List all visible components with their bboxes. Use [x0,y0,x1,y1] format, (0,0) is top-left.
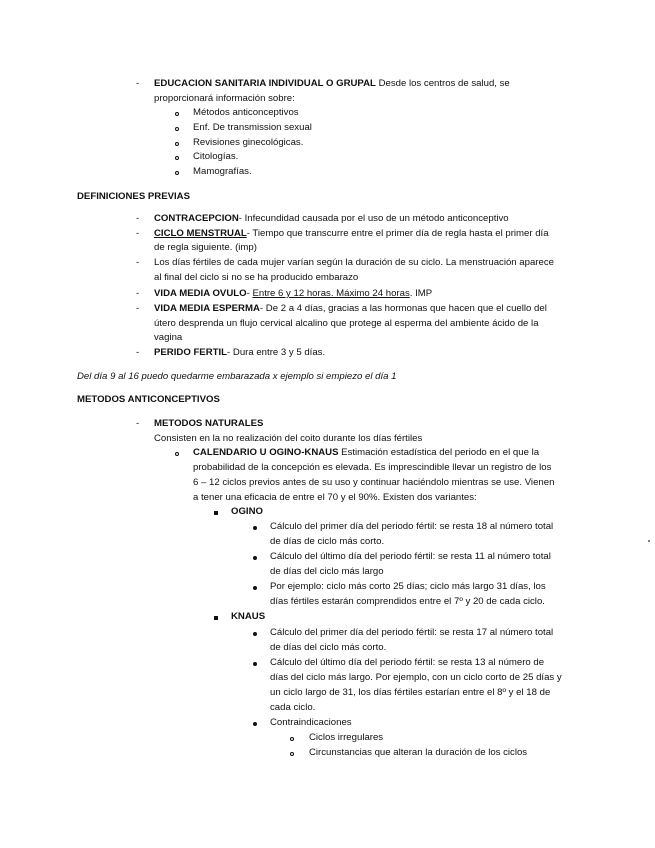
ciclo-term: CICLO MENSTRUAL [154,228,247,239]
knaus-title: KNAUS [231,611,266,622]
circle-bullet-icon [175,171,179,175]
dash-marker: - [136,257,140,268]
metodos-heading: METODOS ANTICONCEPTIVOS [77,394,220,405]
knaus-item-1b: de días del ciclo más corto. [270,642,387,653]
dash-marker: - [136,303,140,314]
dash-marker: - [136,418,140,429]
ogino-item-1b: de días de ciclo más corto. [270,536,385,547]
knaus-item-2d: cada ciclo. [270,702,316,713]
circle-bullet-icon [175,127,179,131]
ogino-item-1a: Cálculo del primer día del periodo fértil: se resta 18 al número total [270,521,554,532]
ovulo-imp: . IMP [409,288,433,299]
ogino-item-3a: Por ejemplo: ciclo más corto 25 días; ciclo más largo 31 días, los [270,581,546,592]
esperma-line-2: útero desprenda un flujo cervical alcalino que protege al esperma del ambiente ácido de la [154,318,539,329]
contra-item: Ciclos irregulares [309,732,384,743]
edu-line-1 [154,77,510,92]
ogino-item-3b: días fértiles estarán comprendidos entre el 7º y 20 de cada ciclo. [270,596,545,607]
fertiles-line-1: Los días fértiles de cada mujer varían según la duración de su ciclo. La menstruación aparece [154,257,554,268]
circle-bullet-icon [175,142,179,146]
edu-item: Revisiones ginecológicas. [193,137,304,148]
circle-bullet-icon [290,737,294,741]
circle-bullet-icon [175,112,179,116]
esperma-term: VIDA MEDIA ESPERMA [154,303,260,314]
dash-marker: - [136,213,140,224]
stray-mark [648,540,650,542]
edu-item: Métodos anticonceptivos [193,107,299,118]
edu-item: Citologías. [193,151,239,162]
ogino-item-2b: de días del ciclo más largo [270,566,384,577]
round-bullet-icon [253,526,257,530]
edu-title: EDUCACION SANITARIA INDIVIDUAL O GRUPAL [154,78,376,89]
knaus-item-1a: Cálculo del primer día del periodo fértil: se resta 17 al número total [270,627,554,638]
contracepcion-line [154,212,509,227]
knaus-item-2b: días del ciclo más largo. Por ejemplo, con un ciclo corto de 25 días y [270,672,562,683]
fertil-term: PERIDO FERTIL [154,347,228,358]
calendario-line-2: probabilidad de la concepción es elevada. Es imprescindible llevar un registro de los [193,462,552,473]
ovulo-term: VIDA MEDIA OVULO [154,288,247,299]
ciclo-line-1 [154,227,549,242]
dash-marker: - [136,288,140,299]
contracepcion-term: CONTRACEPCION [154,213,239,224]
dash-marker: - [136,228,140,239]
round-bullet-icon [253,632,257,636]
ogino-title: OGINO [231,506,263,517]
ovulo-line [154,287,432,302]
esperma-line-3: vagina [154,332,183,343]
edu-line-2: proporcionará información sobre: [154,93,295,104]
circle-bullet-icon [290,752,294,756]
round-bullet-icon [253,586,257,590]
knaus-item-2c: un ciclo largo de 31, los días fértiles estarían entre el 8º y el 18 de [270,687,551,698]
fertiles-line-2: al final del ciclo si no se ha producido embarazo [154,272,359,283]
edu-text: Desde los centros de salud, se [375,78,510,89]
square-bullet-icon [214,511,218,515]
square-bullet-icon [214,616,218,620]
edu-item: Mamografías. [193,166,252,177]
fertil-line [154,346,325,361]
dash-marker: - [136,78,140,89]
esperma-line-1 [154,302,547,317]
italic-note: Del día 9 al 16 puedo quedarme embarazada x ejemplo si empiezo el día 1 [77,371,397,382]
ciclo-def: - Tiempo que transcurre entre el primer día de regla hasta el primer día [246,228,549,239]
ciclo-line-2: de regla siguiente. (imp) [154,242,257,253]
calendario-def: Estimación estadística del periodo en el que la [338,447,540,458]
round-bullet-icon [253,722,257,726]
round-bullet-icon [253,662,257,666]
dash-marker: - [136,347,140,358]
round-bullet-icon [253,556,257,560]
edu-item: Enf. De transmission sexual [193,122,312,133]
definiciones-heading: DEFINICIONES PREVIAS [77,191,191,202]
fertil-def: - Dura entre 3 y 5 días. [227,347,326,358]
calendario-term: CALENDARIO U OGINO-KNAUS [193,447,339,458]
knaus-item-2a: Cálculo del último día del periodo fértil: se resta 13 al número de [270,657,545,668]
calendario-line-1 [193,446,539,461]
calendario-line-4: a tener una eficacia de entre el 70 y el 90%. Existen dos variantes: [193,492,477,503]
ovulo-sep: - [246,288,253,299]
calendario-line-3: 6 – 12 ciclos previos antes de su uso y continuar haciéndolo mientras se use. Vienen [193,477,555,488]
esperma-def: - De 2 a 4 días, gracias a las hormonas que hacen que el cuello del [259,303,547,314]
circle-bullet-icon [175,156,179,160]
naturales-title: METODOS NATURALES [154,418,264,429]
contra-item: Circunstancias que alteran la duración de los ciclos [309,747,528,758]
ovulo-def: Entre 6 y 12 horas. Máximo 24 horas [252,288,410,299]
contraindicaciones-title: Contraindicaciones [270,717,352,728]
naturales-desc: Consisten en la no realización del coito durante los días fértiles [154,433,423,444]
circle-bullet-icon [175,452,179,456]
ogino-item-2a: Cálculo del último día del periodo fértil: se resta 11 al número total [270,551,551,562]
contracepcion-def: - Infecundidad causada por el uso de un método anticonceptivo [238,213,509,224]
